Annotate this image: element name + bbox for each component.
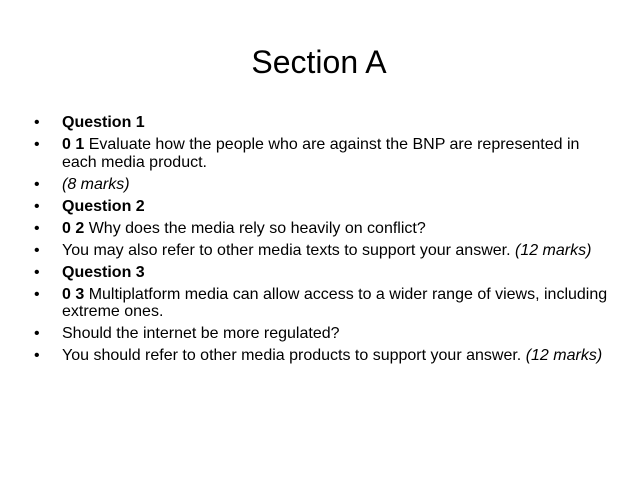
bullet-marker: • (34, 285, 40, 303)
marks-label: (12 marks) (525, 347, 603, 364)
marks-label: (12 marks) (514, 241, 592, 259)
slide-title: Section A (251, 44, 387, 80)
bullet-list (34, 114, 614, 369)
question-heading: Question 1 (62, 114, 145, 131)
bullet-marker: • (34, 325, 40, 342)
bullet-q03-support (34, 347, 614, 365)
bullet-question-2 (34, 198, 614, 216)
bullet-marker: • (34, 241, 40, 259)
bullet-marker: • (34, 136, 40, 153)
bullet-marker: • (34, 219, 40, 237)
bullet-question-1 (34, 114, 614, 132)
bullet-q03-prompt (34, 286, 614, 321)
question-heading: Question 2 (62, 197, 145, 215)
question-number: 0 2 (62, 219, 85, 237)
bullet-q02-prompt (34, 220, 614, 238)
instruction-text: You should refer to other media products to support your answer. (62, 347, 526, 364)
bullet-q03-regulation (34, 325, 614, 343)
bullet-q01-marks (34, 176, 614, 194)
bullet-q01-prompt (34, 136, 614, 171)
question-text: Why does the media rely so heavily on conflict? (84, 219, 426, 237)
question-text: Multiplatform media can allow access to a wider range of views, including extreme ones. (62, 285, 608, 320)
question-text: Evaluate how the people who are against the BNP are represented in each media product. (62, 136, 580, 171)
bullet-marker: • (34, 175, 40, 193)
marks-label: (8 marks) (62, 175, 130, 193)
question-number: 0 1 (62, 136, 85, 153)
question-heading: Question 3 (62, 263, 145, 281)
bullet-marker: • (34, 347, 40, 364)
bullet-question-3 (34, 264, 614, 282)
instruction-text: You may also refer to other media texts to support your answer. (62, 241, 515, 259)
question-text: Should the internet be more regulated? (62, 325, 340, 342)
question-number: 0 3 (62, 285, 85, 303)
bullet-marker: • (34, 197, 40, 215)
bullet-q02-support (34, 242, 614, 260)
bullet-marker: • (34, 114, 40, 131)
bullet-marker: • (34, 263, 40, 281)
